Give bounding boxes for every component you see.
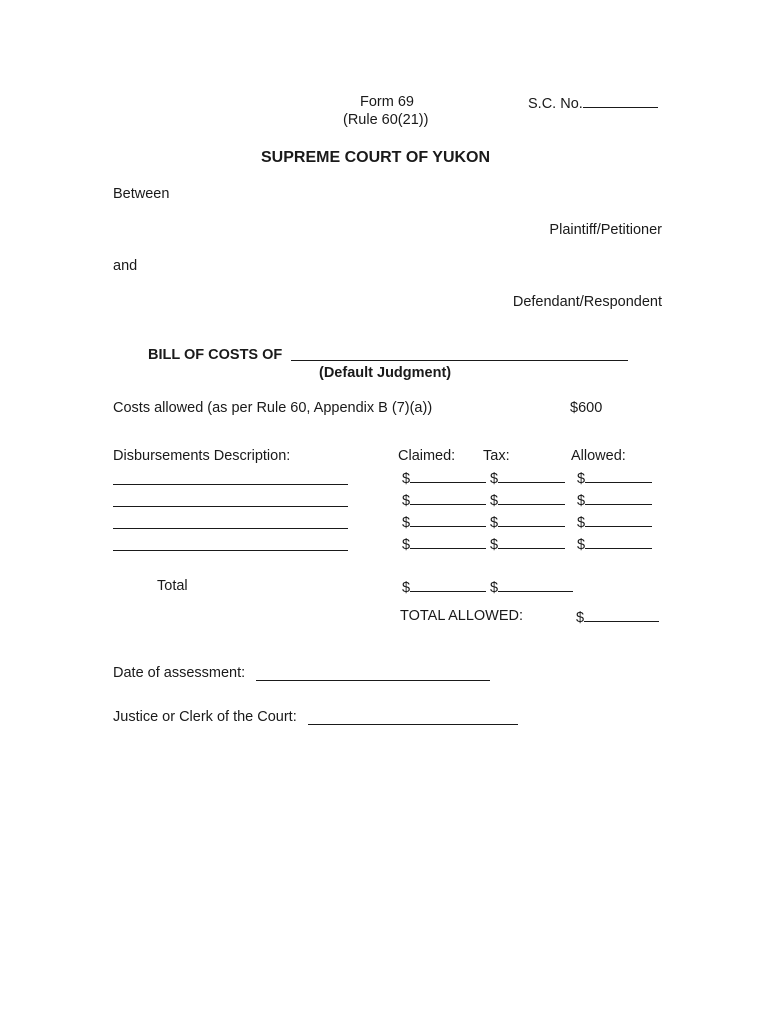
bill-subheading: (Default Judgment) bbox=[319, 365, 452, 381]
allowed-header: Allowed: bbox=[571, 448, 626, 464]
sc-number-blank[interactable] bbox=[583, 94, 658, 108]
tax-blank[interactable] bbox=[498, 513, 565, 527]
tax-field[interactable] bbox=[490, 535, 565, 553]
description-blank[interactable] bbox=[113, 550, 348, 551]
currency-symbol: $ bbox=[577, 537, 586, 553]
currency-symbol: $ bbox=[402, 515, 411, 531]
claimed-field[interactable] bbox=[402, 513, 486, 531]
tax-blank[interactable] bbox=[498, 491, 565, 505]
costs-allowed-amount: $600 bbox=[570, 400, 603, 416]
total-claimed-field[interactable] bbox=[402, 578, 486, 596]
currency-symbol: $ bbox=[577, 471, 586, 487]
tax-field[interactable] bbox=[490, 469, 565, 487]
claimed-field[interactable] bbox=[402, 469, 486, 487]
sc-number-field[interactable] bbox=[528, 94, 658, 112]
allowed-blank[interactable] bbox=[585, 469, 652, 483]
currency-symbol: $ bbox=[402, 493, 411, 509]
claimed-blank[interactable] bbox=[410, 535, 486, 549]
and-label: and bbox=[113, 258, 138, 274]
total-label: Total bbox=[157, 578, 188, 594]
claimed-field[interactable] bbox=[402, 491, 486, 509]
between-label: Between bbox=[113, 186, 170, 202]
currency-symbol: $ bbox=[490, 580, 499, 596]
total-tax-field[interactable] bbox=[490, 578, 573, 596]
currency-symbol: $ bbox=[490, 471, 499, 487]
currency-symbol: $ bbox=[577, 493, 586, 509]
tax-field[interactable] bbox=[490, 513, 565, 531]
description-blank[interactable] bbox=[113, 506, 348, 507]
claimed-header: Claimed: bbox=[398, 448, 456, 464]
bill-of-costs-heading: BILL OF COSTS OF bbox=[148, 347, 283, 363]
claimed-blank[interactable] bbox=[410, 513, 486, 527]
court-title: SUPREME COURT OF YUKON bbox=[261, 149, 491, 166]
description-blank[interactable] bbox=[113, 484, 348, 485]
date-of-assessment-label: Date of assessment: bbox=[113, 665, 246, 681]
claimed-blank[interactable] bbox=[410, 491, 486, 505]
total-claimed-blank[interactable] bbox=[410, 578, 486, 592]
date-of-assessment-blank[interactable] bbox=[256, 680, 490, 681]
allowed-field[interactable] bbox=[577, 491, 652, 509]
sc-number-label: S.C. No. bbox=[528, 96, 583, 112]
form-number: Form 69 bbox=[360, 94, 414, 110]
justice-clerk-label: Justice or Clerk of the Court: bbox=[113, 709, 297, 725]
description-blank[interactable] bbox=[113, 528, 348, 529]
plaintiff-label: Plaintiff/Petitioner bbox=[549, 222, 662, 238]
tax-blank[interactable] bbox=[498, 535, 565, 549]
currency-symbol: $ bbox=[402, 471, 411, 487]
total-allowed-field[interactable] bbox=[576, 608, 659, 626]
allowed-field[interactable] bbox=[577, 535, 652, 553]
currency-symbol: $ bbox=[490, 537, 499, 553]
bill-of-costs-blank[interactable] bbox=[291, 360, 628, 361]
currency-symbol: $ bbox=[576, 610, 585, 626]
claimed-field[interactable] bbox=[402, 535, 486, 553]
currency-symbol: $ bbox=[490, 515, 499, 531]
currency-symbol: $ bbox=[402, 537, 411, 553]
defendant-label: Defendant/Respondent bbox=[512, 294, 662, 310]
costs-allowed-label: Costs allowed (as per Rule 60, Appendix B (7)(a)) bbox=[113, 400, 433, 416]
total-tax-blank[interactable] bbox=[498, 578, 573, 592]
allowed-field[interactable] bbox=[577, 513, 652, 531]
currency-symbol: $ bbox=[490, 493, 499, 509]
allowed-blank[interactable] bbox=[585, 535, 652, 549]
total-allowed-label: TOTAL ALLOWED: bbox=[400, 608, 524, 624]
allowed-blank[interactable] bbox=[585, 513, 652, 527]
claimed-blank[interactable] bbox=[410, 469, 486, 483]
disbursements-description-header: Disbursements Description: bbox=[113, 448, 291, 464]
rule-reference: (Rule 60(21)) bbox=[343, 112, 429, 128]
currency-symbol: $ bbox=[402, 580, 411, 596]
allowed-blank[interactable] bbox=[585, 491, 652, 505]
tax-field[interactable] bbox=[490, 491, 565, 509]
currency-symbol: $ bbox=[577, 515, 586, 531]
tax-blank[interactable] bbox=[498, 469, 565, 483]
justice-clerk-blank[interactable] bbox=[308, 724, 518, 725]
allowed-field[interactable] bbox=[577, 469, 652, 487]
tax-header: Tax: bbox=[483, 448, 510, 464]
total-allowed-blank[interactable] bbox=[584, 608, 659, 622]
